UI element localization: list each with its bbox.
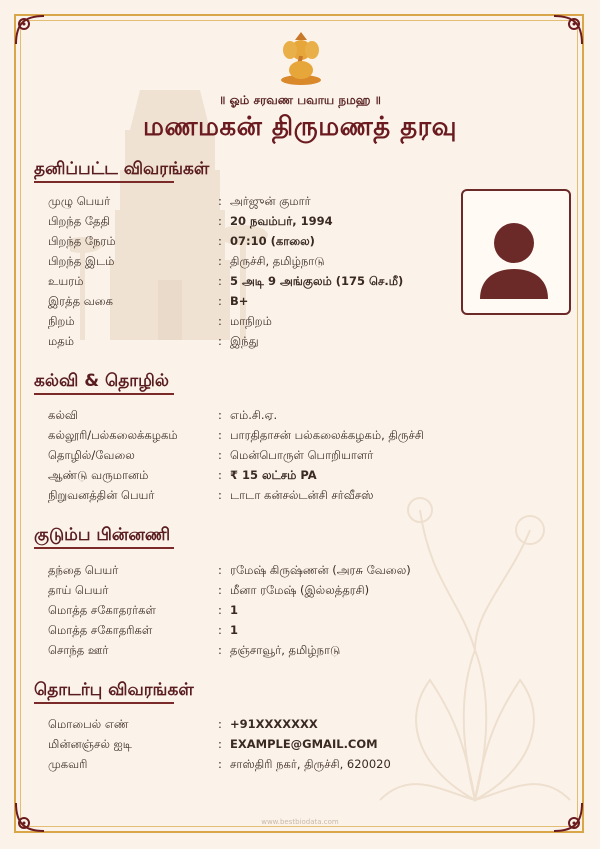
field-value: சாஸ்திரி நகர், திருச்சி, 620020 xyxy=(230,757,391,771)
education-row xyxy=(48,466,568,484)
family-row xyxy=(48,621,568,639)
contact-row xyxy=(48,755,568,773)
field-label: சொந்த ஊர் xyxy=(48,643,109,657)
mantra-text: ॥ ஓம் சரவண பவாய நமஹ ॥ xyxy=(219,93,381,107)
watermark-text: www.bestbiodata.com xyxy=(261,818,339,826)
personal-row xyxy=(48,232,568,250)
family-row xyxy=(48,641,568,659)
section-title-family: குடும்ப பின்னணி xyxy=(34,525,171,545)
corner-ornament-icon xyxy=(14,14,46,46)
contact-row xyxy=(48,715,568,733)
field-separator: : xyxy=(218,717,222,731)
field-separator: : xyxy=(218,603,222,617)
field-separator: : xyxy=(218,757,222,771)
personal-row xyxy=(48,252,568,270)
field-value: 20 நவம்பர், 1994 xyxy=(230,214,333,228)
field-separator: : xyxy=(218,623,222,637)
field-value: 07:10 (காலை) xyxy=(230,234,315,248)
field-value: 1 xyxy=(230,623,239,637)
field-label: தந்தை பெயர் xyxy=(48,563,119,577)
contact-row xyxy=(48,735,568,753)
field-separator: : xyxy=(218,234,222,248)
field-value: ₹ 15 லட்சம் PA xyxy=(230,468,317,482)
field-label: நிறுவனத்தின் பெயர் xyxy=(48,488,155,502)
field-value: EXAMPLE@GMAIL.COM xyxy=(230,737,378,751)
family-row xyxy=(48,561,568,579)
field-value: டாடா கன்சல்டன்சி சர்வீசஸ் xyxy=(230,488,374,502)
field-value: எம்.சி.ஏ. xyxy=(230,408,278,422)
field-label: தொழில்/வேலை xyxy=(48,448,135,462)
field-value: பாரதிதாசன் பல்கலைக்கழகம், திருச்சி xyxy=(230,428,424,442)
field-label: கல்லூரி/பல்கலைக்கழகம் xyxy=(48,428,178,442)
education-row xyxy=(48,446,568,464)
field-separator: : xyxy=(218,468,222,482)
section-underline xyxy=(34,181,174,183)
field-value: மீனா ரமேஷ் (இல்லத்தரசி) xyxy=(230,583,370,597)
field-separator: : xyxy=(218,428,222,442)
field-separator: : xyxy=(218,274,222,288)
field-label: பிறந்த இடம் xyxy=(48,254,115,268)
field-label: மொபைல் எண் xyxy=(48,717,129,731)
field-separator: : xyxy=(218,294,222,308)
field-label: கல்வி xyxy=(48,408,78,422)
field-label: பிறந்த தேதி xyxy=(48,214,110,228)
section-title-contact: தொடர்பு விவரங்கள் xyxy=(34,680,194,700)
field-separator: : xyxy=(218,254,222,268)
family-row xyxy=(48,601,568,619)
section-underline xyxy=(34,547,174,549)
personal-row xyxy=(48,332,568,350)
education-row xyxy=(48,426,568,444)
personal-row xyxy=(48,212,568,230)
field-separator: : xyxy=(218,334,222,348)
field-label: பிறந்த நேரம் xyxy=(48,234,116,248)
field-label: மொத்த சகோதரர்கள் xyxy=(48,603,156,617)
field-label: நிறம் xyxy=(48,314,75,328)
field-label: உயரம் xyxy=(48,274,84,288)
field-separator: : xyxy=(218,737,222,751)
field-value: 5 அடி 9 அங்குலம் (175 செ.மீ) xyxy=(230,274,404,288)
field-separator: : xyxy=(218,214,222,228)
field-label: முகவரி xyxy=(48,757,88,771)
section-title-education: கல்வி & தொழில் xyxy=(34,371,170,391)
field-value: அர்ஜுன் குமார் xyxy=(230,194,311,208)
field-label: மதம் xyxy=(48,334,74,348)
field-value: திருச்சி, தமிழ்நாடு xyxy=(230,254,325,268)
field-separator: : xyxy=(218,314,222,328)
section-underline xyxy=(34,393,174,395)
field-separator: : xyxy=(218,194,222,208)
ganesha-icon xyxy=(278,30,324,86)
education-row xyxy=(48,486,568,504)
field-value: B+ xyxy=(230,294,249,308)
corner-ornament-icon xyxy=(14,801,46,833)
field-value: 1 xyxy=(230,603,239,617)
field-label: தாய் பெயர் xyxy=(48,583,109,597)
field-label: ஆண்டு வருமானம் xyxy=(48,468,149,482)
field-separator: : xyxy=(218,488,222,502)
field-value: ரமேஷ் கிருஷ்ணன் (அரசு வேலை) xyxy=(230,563,411,577)
section-underline xyxy=(34,702,174,704)
field-separator: : xyxy=(218,563,222,577)
field-value: மாநிறம் xyxy=(230,314,272,328)
field-separator: : xyxy=(218,643,222,657)
personal-row xyxy=(48,312,568,330)
field-separator: : xyxy=(218,448,222,462)
corner-ornament-icon xyxy=(552,14,584,46)
field-label: மொத்த சகோதரிகள் xyxy=(48,623,153,637)
section-title-personal: தனிப்பட்ட விவரங்கள் xyxy=(34,159,210,179)
field-label: முழு பெயர் xyxy=(48,194,111,208)
personal-row xyxy=(48,272,568,290)
field-value: இந்து xyxy=(230,334,259,348)
field-value: தஞ்சாவூர், தமிழ்நாடு xyxy=(230,643,341,657)
field-label: இரத்த வகை xyxy=(48,294,114,308)
page-title: மணமகன் திருமணத் தரவு xyxy=(143,112,457,142)
field-label: மின்னஞ்சல் ஐடி xyxy=(48,737,132,751)
family-row xyxy=(48,581,568,599)
field-separator: : xyxy=(218,408,222,422)
field-value: மென்பொருள் பொறியாளர் xyxy=(230,448,374,462)
personal-row xyxy=(48,292,568,310)
personal-row xyxy=(48,192,568,210)
education-row xyxy=(48,406,568,424)
field-value: +91XXXXXXX xyxy=(230,717,318,731)
corner-ornament-icon xyxy=(552,801,584,833)
field-separator: : xyxy=(218,583,222,597)
